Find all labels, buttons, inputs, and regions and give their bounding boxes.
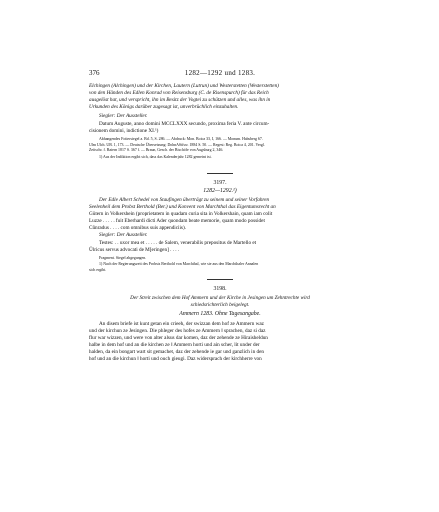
text-line: Elchingen (Alchingen) und der Kirchen, Lautern (Lutrun) und Westerstetten (Westerstetten) — [89, 83, 279, 89]
doc2-witness-line-1: Testes: . . uxor mea et . . . . . de Salem, venerabilis prepositus de Martello et — [99, 240, 257, 246]
doc1-dating-line-1: Datum Auguste, anno domini MCCLXXX secundo, proxima feria V. ante circum- — [99, 121, 270, 127]
text-line: halbe in dem hof und an die kirchen ze ‖ Ammern horti und ain scher, lit under der — [89, 342, 260, 349]
text-line: halden, da ein bongart wart sit gemachet, daz der zehende ie gar und ganzlich in den — [89, 349, 265, 356]
doc3-date: Ammern 1283. Ohne Tagesangabe. — [179, 311, 261, 317]
doc2-witness-line-2: Ůlricus servus advocati de M[eringen] . . . . — [89, 247, 180, 253]
text-line: und der kirchun ze Jesingen. Die phleger des hofes ze Ammern ‖ sprachen, daz si daz — [89, 328, 266, 335]
text-line: An disem briefe ist kunt getan ein crieeh, der swizzan dem hof ze Ammern waz — [99, 321, 264, 327]
doc3-number: 3198. — [213, 286, 227, 292]
doc2-summary-latin — [89, 211, 351, 232]
text-line: Gütern in Volkershein (proprietatem in quadam curia sita in Volkershain, quam iam colit — [89, 211, 273, 217]
page-number: 376 — [89, 69, 100, 77]
text-line: von den Händen des Edlen Konrad von Reisensburg (C. de Risenspurch) für das Reich — [89, 90, 269, 97]
doc1-sealer: Siegler: Der Aussteller. — [99, 113, 148, 119]
text-line: hof und an die kirchun ‖ horti und ouch gieugi. Daz widersprach der kirchherre von — [89, 356, 262, 363]
doc2-number: 3197. — [213, 180, 227, 186]
text-line: flur war wizzen, und were von alter alsus dar komen, daz der zehende ze Hiraisheldun — [89, 335, 268, 342]
note-line: Zeitschr. f. Baiern 1817 S. 367 f. — Braun, Gesch. der Bischöfe von Augsburg 2, 346. — [89, 148, 224, 153]
text-line: Seelenheil dem Probst Berthold (Ber.) und Konvent von Marchthal das Eigentumsrecht an — [89, 204, 276, 211]
text-line: Cůnradus . . . . com omnibus suis appendiciis). — [89, 225, 186, 232]
text-line: Luzze . . . . . fuit Eberhardi dicti Ader quondam beate memorie, quam modo possidet — [89, 218, 265, 225]
page-header — [89, 69, 351, 79]
doc1-notes — [89, 137, 351, 154]
doc2-footnote-line-1: 1) Nach der Regierungszeit des Probsts Berthold von Marchthal, wie sie aus den Marchthaler Annalen — [99, 262, 259, 266]
doc2-footnote-line-2: sich ergibt. — [89, 268, 107, 272]
text-line: Urkunden des Königs darüber zugesagt ist, unverbrüchlich einzuhalten. — [89, 104, 239, 111]
doc1-summary — [89, 83, 351, 111]
doc1-dating-line-2: cisionem domini, indictione XI.¹) — [89, 128, 159, 134]
text-line: ausgelöst hat, und verspricht, ihn im Besitz der Vogtei zu schützen und alles, was ihn in — [89, 97, 271, 104]
doc2-fragment-note: Fragment. Siegel abgegangen. — [99, 256, 147, 260]
note-line: Ulm Ulch. UB. 1, 173. — Deutsche Übersetzung: DohnAStfsw. 1884 S. 50. — Regest: Reg. Boica 4, 201. Vergl. — [89, 142, 265, 147]
doc2-date: 1282—1292.¹) — [203, 188, 237, 194]
doc2-summary — [89, 197, 351, 211]
doc1-footnote: 1) Aus der Indiktion ergibt sich, dass das Kalenderjahr 1282 gemeint ist. — [99, 155, 212, 159]
doc2-sealer: Siegler: Der Aussteller. — [99, 232, 148, 238]
section-divider — [207, 173, 233, 174]
section-divider — [207, 279, 233, 280]
running-title: 1282—1292 und 1283. — [184, 69, 256, 77]
document-page — [89, 0, 351, 512]
doc3-summary-line-2: schiedsrichterlich beigelegt. — [190, 302, 250, 308]
text-line: Der Edle Albert Schedel von Staufingen überträgt zu seinem und seiner Vorfahren — [99, 197, 270, 203]
doc3-summary-line-1: Der Streit zwischen dem Hof Ammern und der Kirche in Jesingen um Zehntrechte wird — [130, 295, 310, 301]
doc3-body — [89, 321, 351, 364]
note-line: Abhangendes Fotiersiegel a. Bd. 5, S. 286. — Abdruck: Mon. Boica 33, I, 166. — Monum. Habsberg 67. — [99, 137, 263, 141]
